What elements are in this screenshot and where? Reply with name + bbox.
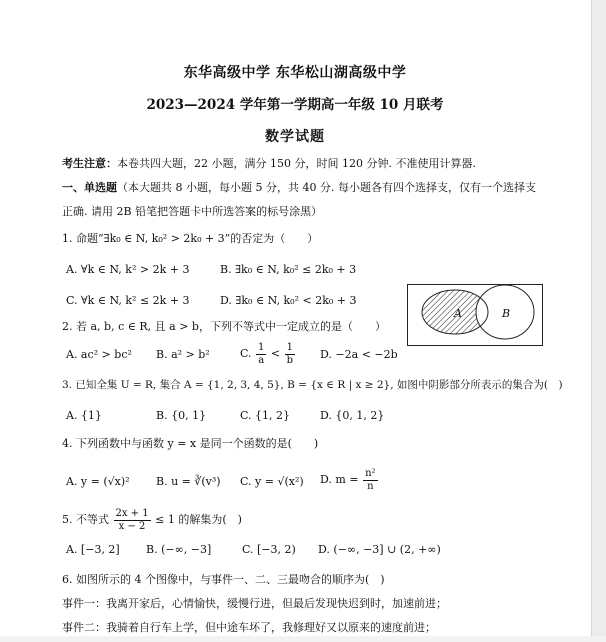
q4-d-frac (363, 468, 377, 493)
q4-d-prefix: D. m = (320, 473, 359, 486)
q2-option-d: D. −2a < −2b (320, 348, 398, 361)
right-page-edge (591, 0, 606, 642)
q5-option-c: C. [−3, 2) (242, 543, 296, 556)
q2-option-b: B. a² > b² (156, 348, 210, 361)
q5-option-a: A. [−3, 2] (66, 543, 120, 556)
q4-option-d (320, 465, 379, 495)
q1-option-a: A. ∀k ∈ N, k² > 2k + 3 (66, 263, 190, 276)
q5-suffix: ≤ 1 的解集为( ) (155, 513, 242, 526)
section1-desc: （本大题共 8 小题，每小题 5 分，共 40 分. 每小题各有四个选择支，仅有一个选择支 (117, 181, 536, 194)
venn-diagram (407, 284, 543, 346)
q4-stem: 4. 下列函数中与函数 y = x 是同一个函数的是( ) (62, 437, 319, 450)
q2-option-c (240, 341, 296, 367)
q5-option-d: D. (−∞, −3] ∪ (2, +∞) (318, 543, 441, 556)
q4-option-a: A. y = (√x)² (66, 475, 130, 488)
q4-option-c: C. y = √(x²) (240, 475, 304, 488)
q4-d-den: n (367, 480, 374, 492)
q5-frac (114, 508, 151, 533)
set-a-label: A (454, 307, 462, 320)
section1-desc-cont: 正确. 请用 2B 铅笔把答题卡中所选答案的标号涂黑） (62, 205, 323, 218)
notice (62, 157, 476, 171)
q3-option-c: C. {1, 2} (240, 409, 291, 422)
q1-option-b: B. ∃k₀ ∈ N, k₀² ≤ 2k₀ + 3 (220, 263, 357, 276)
bottom-page-edge (0, 636, 606, 642)
q6-stem: 6. 如图所示的 4 个图像中，与事件一、二、三最吻合的顺序为( ) (62, 573, 385, 586)
q2-c-frac1 (256, 342, 266, 367)
q2-c-num1: 1 (258, 341, 265, 353)
q3-option-a: A. {1} (66, 409, 102, 422)
q6-event2: 事件二：我骑着自行车上学，但中途车坏了，我修理好又以原来的速度前进； (62, 621, 436, 634)
q3-stem: 3. 已知全集 U = R, 集合 A = {1, 2, 3, 4, 5}, B = {x ∈ R | x ≥ 2}, 如图中阴影部分所表示的集合为( ) (62, 379, 563, 391)
q6-event1: 事件一：我离开家后，心情愉快，缓慢行进，但最后发现快迟到时，加速前进； (62, 597, 447, 610)
q5-den: x − 2 (118, 520, 146, 532)
q2-c-den1: a (258, 354, 265, 366)
q1-stem: 1. 命题“∃k₀ ∈ N, k₀² > 2k₀ + 3”的否定为（ ） (62, 232, 319, 245)
q2-option-a: A. ac² > bc² (66, 348, 132, 361)
q2-c-prefix: C. (240, 347, 252, 360)
subject-title: 数学试题 (265, 129, 325, 145)
q5-option-b: B. (−∞, −3] (146, 543, 212, 556)
section1-heading (62, 181, 536, 195)
q2-c-den2: b (286, 354, 294, 366)
q1-option-c: C. ∀k ∈ N, k² ≤ 2k + 3 (66, 294, 190, 307)
q3-option-b: B. {0, 1} (156, 409, 207, 422)
q4-option-b: B. u = ∛(v³) (156, 475, 221, 488)
q5-prefix: 5. 不等式 (62, 513, 109, 526)
exam-title: 2023—2024 学年第一学期高一年级 10 月联考 (146, 97, 444, 113)
q2-c-frac2 (285, 342, 295, 367)
school-title: 东华高级中学 东华松山湖高级中学 (183, 65, 407, 81)
notice-label: 考生注意： (62, 157, 117, 170)
q3-option-d: D. {0, 1, 2} (320, 409, 385, 422)
q5-num: 2x + 1 (115, 507, 149, 519)
venn-svg (408, 285, 542, 345)
q1-option-d: D. ∃k₀ ∈ N, k₀² < 2k₀ + 3 (220, 294, 357, 307)
q2-stem: 2. 若 a, b, c ∈ R, 且 a > b，下列不等式中一定成立的是（ ） (62, 320, 386, 333)
q2-c-rel: < (270, 347, 281, 360)
notice-text: 本卷共四大题，22 小题，满分 150 分，时间 120 分钟. 不准使用计算器. (117, 157, 476, 170)
q4-d-num: n² (365, 467, 376, 479)
q5-stem (62, 506, 242, 534)
set-b-label: B (502, 307, 511, 320)
q2-c-num2: 1 (286, 341, 294, 353)
section1-title: 一、单选题 (62, 181, 117, 194)
